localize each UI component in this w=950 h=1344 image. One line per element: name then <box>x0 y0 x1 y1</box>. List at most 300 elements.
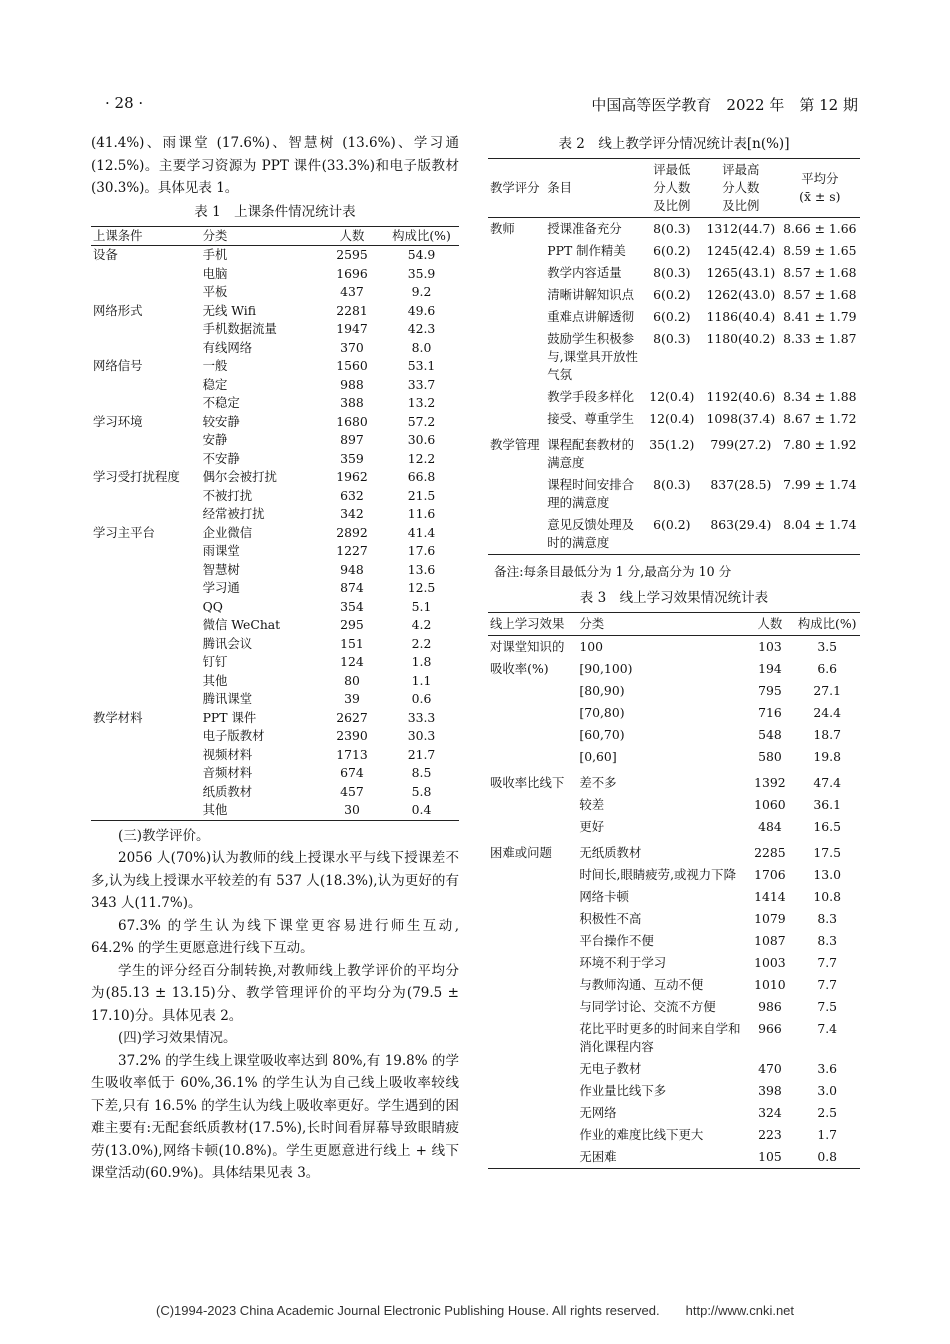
paragraph-2: 67.3% 的学生认为线下课堂更容易进行师生互动, 64.2% 的学生更愿意进行线下互动。 <box>91 917 459 956</box>
table-cell: 17.6 <box>407 543 436 558</box>
table-cell <box>488 930 577 952</box>
table-cell: 无线 Wifi <box>202 302 257 318</box>
table-row <box>488 306 860 328</box>
table2-header-cell: 平均分 (x̄ ± s) <box>799 171 841 204</box>
table-cell: 12.2 <box>407 450 436 466</box>
table-cell: 2390 <box>336 728 368 743</box>
table-cell: 21.7 <box>407 746 436 762</box>
table-cell <box>488 386 545 408</box>
table-cell: 457 <box>340 783 364 799</box>
table-row <box>488 474 860 514</box>
table-cell: 0.6 <box>411 691 432 706</box>
table-cell: 3.6 <box>817 1061 838 1076</box>
table-row <box>488 952 860 974</box>
table-cell: 12(0.4) <box>649 389 695 404</box>
table-cell <box>488 474 545 514</box>
table-cell: 36.1 <box>813 797 841 812</box>
table-row <box>91 709 459 728</box>
table-cell <box>488 306 545 328</box>
table-cell: 企业微信 <box>202 524 253 540</box>
table-cell <box>91 487 201 506</box>
table3-header-cell: 分类 <box>579 616 605 631</box>
table-cell: 无困难 <box>579 1149 617 1164</box>
table-cell <box>488 1102 577 1124</box>
table-cell: 2627 <box>336 709 368 725</box>
table-cell: 吸收率(%) <box>490 661 549 676</box>
table-cell <box>488 262 545 284</box>
table-cell: 3.5 <box>817 639 838 654</box>
table-cell: 13.0 <box>813 867 841 882</box>
table-cell: 799(27.2) <box>710 437 772 452</box>
table-row <box>488 794 860 816</box>
table-cell: 39 <box>344 691 360 706</box>
table-cell <box>488 284 545 306</box>
paragraph-3: 学生的评分经百分制转换,对教师线上教学评价的平均分为(85.13 ± 13.15)分、教学管理评价的平均分为(79.5 ± 17.10)分。具体见表 2。 <box>91 962 459 1024</box>
paragraph-4: 37.2% 的学生线上课堂吸收率达到 80%,有 19.8% 的学生吸收率低于 60%,36.1% 的学生认为自己线上吸收率较线下差,只有 16.5% 的学生认为线上吸收率更好。学生遇到的困难主要有:无配套纸质教材(17.5%),长时间看屏幕导致眼睛疲劳(13.0%),网络卡顿(10.8%)。学生更愿意进行线上 + 线下课堂活动(60.9%)。具体结果见表 3。 <box>91 1052 459 1181</box>
table-cell: 16.5 <box>813 819 841 834</box>
table-cell <box>488 1058 577 1080</box>
table-cell: 环境不利于学习 <box>579 955 667 970</box>
table1-caption: 表 1 上课条件情况统计表 <box>194 203 356 220</box>
table-row <box>488 284 860 306</box>
table-cell <box>91 450 201 469</box>
table1 <box>91 226 459 821</box>
table-cell: 设备 <box>93 247 118 262</box>
table-cell: 42.3 <box>407 321 436 336</box>
table-row <box>488 1124 860 1146</box>
table-row <box>91 487 459 506</box>
table-row <box>91 339 459 358</box>
table-cell: 194 <box>758 661 782 676</box>
table1-header-cell: 上课条件 <box>93 227 143 243</box>
table-cell: 1245(42.4) <box>706 243 776 258</box>
table-row <box>488 658 860 680</box>
table-cell <box>91 431 201 450</box>
left-column <box>91 132 459 1185</box>
table-cell: 359 <box>340 450 364 466</box>
table-cell: 手机数据流量 <box>202 321 277 336</box>
table-cell: 47.4 <box>813 775 841 790</box>
table-row <box>91 616 459 635</box>
table-cell: 8.67 ± 1.72 <box>783 411 857 426</box>
table-row <box>91 635 459 654</box>
table-cell: 经常被打扰 <box>202 506 265 521</box>
copyright-footer: (C)1994-2023 China Academic Journal Electronic Publishing House. All rights reserved. http://www.cnki.net <box>155 1303 795 1318</box>
table-cell <box>488 328 545 386</box>
table-cell: 9.2 <box>411 284 432 299</box>
table-cell: PPT 制作精美 <box>547 243 626 258</box>
table-cell: 花比平时更多的时间来自学和消化课程内容 <box>579 1021 741 1054</box>
table-row <box>91 561 459 580</box>
table-row <box>91 302 459 321</box>
table-cell: 354 <box>340 598 364 614</box>
table-cell: 8.0 <box>411 339 432 355</box>
table-cell: 8(0.3) <box>653 265 691 280</box>
table-cell <box>91 265 201 284</box>
table2-header-cell: 评最高 分人数 及比例 <box>722 162 760 213</box>
table-row <box>488 1018 860 1058</box>
table-cell: 1010 <box>754 977 786 992</box>
table-cell <box>91 653 201 672</box>
table-cell: 6(0.2) <box>653 309 691 324</box>
table-cell: 716 <box>758 705 782 720</box>
table-row <box>488 930 860 952</box>
table-cell: 音频材料 <box>202 765 253 780</box>
table-cell: 学习环境 <box>93 413 143 429</box>
table-cell: 电脑 <box>202 265 228 281</box>
table-cell: 2.5 <box>817 1105 838 1120</box>
table-cell: 674 <box>340 765 364 780</box>
table-cell: 398 <box>758 1083 782 1098</box>
table-cell: 积极性不高 <box>579 911 642 926</box>
table-row <box>91 783 459 802</box>
table-cell: 8(0.3) <box>653 331 691 346</box>
table-cell <box>488 1080 577 1102</box>
table-cell: 8.5 <box>411 765 432 780</box>
table-cell: 6(0.2) <box>653 243 691 258</box>
table-cell: 意见反馈处理及时的满意度 <box>547 517 634 550</box>
table-cell: 1706 <box>754 867 786 882</box>
table-cell: 324 <box>758 1105 782 1120</box>
table-row <box>488 1080 860 1102</box>
table-row <box>488 262 860 284</box>
table-cell: 不稳定 <box>202 395 240 410</box>
table-cell: 稳定 <box>202 376 228 392</box>
table-cell: 电子版教材 <box>202 728 265 743</box>
table-cell <box>91 376 201 395</box>
table-cell: 388 <box>340 395 364 410</box>
table-row <box>488 328 860 386</box>
table-cell: 1003 <box>754 955 786 970</box>
section3-title: (三)教学评价。 <box>118 827 210 844</box>
table-cell: 智慧树 <box>202 561 240 577</box>
table-row <box>91 690 459 709</box>
table-row <box>91 801 459 820</box>
table3-caption: 表 3 线上学习效果情况统计表 <box>579 590 769 606</box>
table-cell: 7.5 <box>817 999 838 1014</box>
table-cell: 1265(43.1) <box>706 265 776 280</box>
table-cell <box>91 672 201 691</box>
table-cell: 13.2 <box>407 395 436 410</box>
table-cell: 作业的难度比线下更大 <box>579 1127 704 1142</box>
table-cell: 更好 <box>579 819 605 834</box>
table-cell: 30.6 <box>407 432 436 447</box>
table-cell <box>91 542 201 561</box>
table-cell: 41.4 <box>407 524 436 540</box>
table-cell <box>488 680 577 702</box>
table-cell: 视频材料 <box>202 746 253 762</box>
table-row <box>91 394 459 413</box>
table-cell: 网络信号 <box>93 358 143 373</box>
table-row <box>488 768 860 794</box>
table-cell: 370 <box>340 339 364 355</box>
table-row <box>488 1058 860 1080</box>
table-cell: 时间长,眼睛疲劳,或视力下降 <box>579 867 736 882</box>
table-cell: 平台操作不便 <box>579 933 654 948</box>
table-row <box>488 408 860 430</box>
table-row <box>91 764 459 783</box>
table-cell: 1947 <box>336 321 368 336</box>
table-cell: 295 <box>340 617 364 632</box>
table-row <box>91 265 459 284</box>
table-cell: 580 <box>758 749 782 764</box>
table-cell: 35(1.2) <box>649 437 695 452</box>
table-cell: 8.57 ± 1.68 <box>783 265 857 280</box>
table-row <box>91 727 459 746</box>
table-cell: 1087 <box>754 933 786 948</box>
table-cell: 1227 <box>336 543 368 558</box>
table-cell <box>488 864 577 886</box>
table-cell: 学习受打扰程度 <box>93 469 180 484</box>
section4-title: (四)学习效果情况。 <box>118 1030 237 1046</box>
table-cell: 其他 <box>202 802 228 817</box>
table-cell <box>91 598 201 617</box>
table-cell: 13.6 <box>407 561 436 577</box>
table-cell: 548 <box>758 727 782 742</box>
table-cell: 教学手段多样化 <box>547 389 634 404</box>
table-cell: 17.5 <box>813 845 841 860</box>
table-cell: 5.1 <box>411 598 432 614</box>
table-cell: QQ <box>202 598 223 614</box>
table-cell: 66.8 <box>407 469 436 484</box>
table-cell: 与同学讨论、交流不方便 <box>579 999 716 1014</box>
table-cell: 困难或问题 <box>490 845 552 860</box>
table-cell: 897 <box>340 432 364 447</box>
table-cell <box>91 561 201 580</box>
table1-header-cell: 构成比(%) <box>392 227 451 243</box>
table-cell: 1098(37.4) <box>706 411 776 426</box>
table-cell <box>488 816 577 838</box>
table3 <box>488 612 860 1169</box>
table3-header-cell: 线上学习效果 <box>490 616 565 631</box>
table-row <box>91 283 459 302</box>
table-cell: 2281 <box>336 302 368 318</box>
table-cell: 100 <box>579 639 604 654</box>
table-cell: 腾讯会议 <box>202 635 253 651</box>
table-row <box>91 413 459 432</box>
table2-note: 备注:每条目最低分为 1 分,最高分为 10 分 <box>494 564 732 579</box>
table-cell: 7.4 <box>817 1021 838 1036</box>
table-cell <box>488 408 545 430</box>
table-cell: 清晰讲解知识点 <box>547 287 634 302</box>
table-row <box>488 1102 860 1124</box>
table-row <box>91 450 459 469</box>
table-row <box>488 386 860 408</box>
table-cell: [70,80) <box>579 705 625 720</box>
table-cell: 54.9 <box>407 247 436 262</box>
table-cell: [60,70) <box>579 727 625 742</box>
table-cell: 教学管理 <box>490 437 540 452</box>
table-row <box>488 636 860 659</box>
table-row <box>91 357 459 376</box>
table-cell: 手机 <box>202 247 228 262</box>
table-cell: 钉钉 <box>202 654 228 669</box>
table-cell: 不安静 <box>202 450 240 466</box>
table-cell: 1186(40.4) <box>706 309 776 324</box>
table-cell: 差不多 <box>579 775 617 790</box>
table-row <box>488 974 860 996</box>
table-cell: 151 <box>340 635 364 651</box>
table-cell: 8(0.3) <box>653 221 691 236</box>
table-cell: 21.5 <box>407 487 436 503</box>
table-cell: 1312(44.7) <box>706 221 776 236</box>
table-cell: 342 <box>340 506 364 521</box>
table-cell: 8.3 <box>817 911 838 926</box>
table-cell <box>488 886 577 908</box>
table-cell: 鼓励学生积极参与,课堂具开放性气氛 <box>547 331 638 382</box>
table-cell <box>91 320 201 339</box>
table-cell: 8.57 ± 1.68 <box>783 287 857 302</box>
table-cell <box>488 974 577 996</box>
table-cell: 24.4 <box>813 705 841 720</box>
table-cell: 不被打扰 <box>202 487 253 503</box>
table-cell: 网络卡顿 <box>579 889 629 904</box>
table-cell <box>91 746 201 765</box>
table-cell: 30 <box>344 802 360 817</box>
table-row <box>91 579 459 598</box>
table-row <box>91 653 459 672</box>
table-cell: [80,90) <box>579 683 625 698</box>
table-row <box>488 996 860 1018</box>
table-cell <box>91 394 201 413</box>
table-cell: 有线网络 <box>202 339 253 355</box>
table-row <box>488 1146 860 1169</box>
table-cell: PPT 课件 <box>202 709 257 725</box>
table-cell: 795 <box>758 683 782 698</box>
table-cell: 7.7 <box>817 977 838 992</box>
table-cell: 948 <box>340 561 364 577</box>
table-cell: 1962 <box>336 469 368 484</box>
table-cell <box>488 746 577 768</box>
table-cell: 接受、尊重学生 <box>547 411 634 426</box>
table-cell: 1192(40.6) <box>706 389 776 404</box>
table-cell: 纸质教材 <box>202 783 253 799</box>
table-cell: 484 <box>758 819 782 834</box>
table-row <box>488 240 860 262</box>
table-cell: 1060 <box>754 797 786 812</box>
table-cell: 授课准备充分 <box>547 221 622 236</box>
table-cell: 470 <box>758 1061 782 1076</box>
table-row <box>488 724 860 746</box>
table-cell: 吸收率比线下 <box>490 775 565 790</box>
table-cell: 1696 <box>336 265 368 281</box>
table-cell: [90,100) <box>579 661 633 676</box>
table-cell: 7.7 <box>817 955 838 970</box>
table-cell: 无电子教材 <box>579 1061 642 1076</box>
table-cell: 课程时间安排合理的满意度 <box>547 477 634 510</box>
table-row <box>488 816 860 838</box>
table-cell <box>91 801 201 820</box>
table-cell: 2595 <box>336 247 368 262</box>
table2-header-cell: 条目 <box>547 180 573 195</box>
table-cell: 986 <box>758 999 782 1014</box>
table-cell <box>91 727 201 746</box>
table-cell: 35.9 <box>407 265 436 281</box>
table-cell: 微信 WeChat <box>202 617 281 632</box>
table-cell: 27.1 <box>813 683 841 698</box>
table-row <box>91 376 459 395</box>
table-cell: 平板 <box>202 284 228 299</box>
table-cell: 1180(40.2) <box>706 331 776 346</box>
table-cell: 8.34 ± 1.88 <box>783 389 857 404</box>
table-cell: 19.8 <box>813 749 841 764</box>
table-cell: 80 <box>344 672 360 688</box>
table3-header-cell: 人数 <box>757 616 783 631</box>
table-cell: 10.8 <box>813 889 841 904</box>
table-cell: 较安静 <box>202 413 240 429</box>
table-row <box>91 320 459 339</box>
table2-header-cell: 评最低 分人数 及比例 <box>653 162 691 213</box>
table-cell: 6(0.2) <box>653 287 691 302</box>
table-cell: 6.6 <box>817 661 838 676</box>
table-cell: 一般 <box>202 358 228 373</box>
table-cell <box>488 996 577 1018</box>
table-cell: 1560 <box>336 358 368 373</box>
table-cell <box>488 724 577 746</box>
table-cell: 4.2 <box>411 617 432 632</box>
table-cell: 33.3 <box>407 709 436 725</box>
table-row <box>91 598 459 617</box>
table-cell: 课程配套教材的满意度 <box>547 437 634 470</box>
table-cell: 学习主平台 <box>93 524 155 540</box>
table-cell: 1262(43.0) <box>706 287 776 302</box>
table-cell: 学习通 <box>202 580 240 595</box>
table-row <box>91 468 459 487</box>
table-cell: 对课堂知识的 <box>490 639 565 654</box>
journal-header: 中国高等医学教育 2022 年 第 12 期 <box>591 96 858 114</box>
table-cell <box>91 579 201 598</box>
table-cell: 较差 <box>579 797 605 812</box>
table-cell <box>91 339 201 358</box>
table-cell: 雨课堂 <box>202 543 240 558</box>
table-cell <box>488 514 545 555</box>
table-cell: 1079 <box>754 911 786 926</box>
table2-header-cell: 教学评分 <box>490 180 540 195</box>
table-cell: 腾讯课堂 <box>202 691 253 706</box>
table-row <box>91 524 459 543</box>
table-cell: 988 <box>340 376 364 392</box>
table-cell: 重难点讲解透彻 <box>547 309 634 324</box>
table-row <box>91 505 459 524</box>
table-cell: 0.8 <box>817 1149 838 1164</box>
table-row <box>488 864 860 886</box>
table-cell <box>488 702 577 724</box>
table-row <box>488 886 860 908</box>
paragraph-1: 2056 人(70%)认为教师的线上授课水平与线下授课差不多,认为线上授课水平较差的有 537 人(18.3%),认为更好的有 343 人(11.7%)。 <box>91 850 459 911</box>
table-row <box>488 908 860 930</box>
table-cell: 教学材料 <box>93 709 143 725</box>
table-cell: 作业量比线下多 <box>579 1083 667 1098</box>
table-cell: 11.6 <box>407 506 436 521</box>
table-cell <box>91 690 201 709</box>
table-cell: 103 <box>758 639 782 654</box>
table-cell: 6(0.2) <box>653 517 691 532</box>
table-cell: 49.6 <box>407 302 436 318</box>
table-cell: 偶尔会被打扰 <box>202 469 277 484</box>
table-cell: 其他 <box>202 672 228 688</box>
table-cell: 1414 <box>754 889 786 904</box>
table-cell: 1.7 <box>817 1127 838 1142</box>
table-cell <box>91 783 201 802</box>
table-cell: 无纸质教材 <box>579 845 642 860</box>
table-row <box>488 702 860 724</box>
table-cell: 12(0.4) <box>649 411 695 426</box>
table-cell: 安静 <box>202 432 228 447</box>
table-cell: 8.41 ± 1.79 <box>783 309 857 324</box>
table-cell: 18.7 <box>813 727 841 742</box>
table-cell: 30.3 <box>407 728 436 743</box>
table-cell: 7.99 ± 1.74 <box>783 477 857 492</box>
